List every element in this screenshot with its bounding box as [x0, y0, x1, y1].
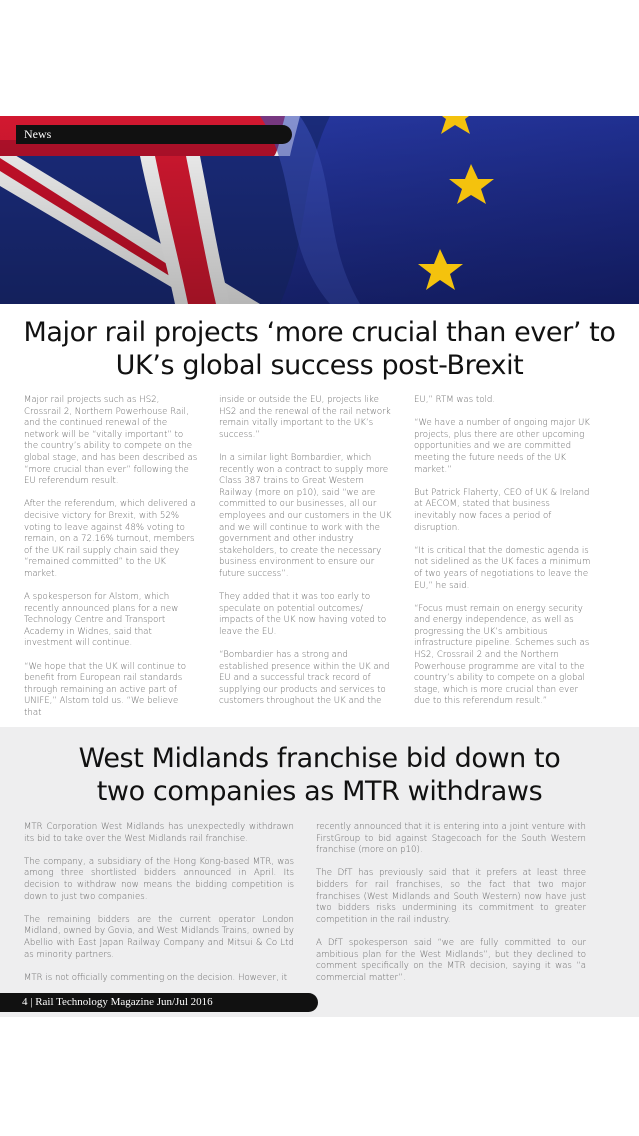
paragraph: MTR Corporation West Midlands has unexpectedly withdrawn its bid to take over the West Midlands rail franchise.: [24, 822, 294, 844]
hero-flag-image: [0, 116, 639, 304]
article2-column-2: [316, 822, 586, 996]
paragraph: In a similar light Bombardier, which recently won a contract to supply more Class 387 trains to Great Western Railway (more on p10), said “we are committed to our businesses, all our employees and our customers in the UK and we will continue to work with the government and other industry stakeholders, to create the necessary business environment to ensure our future success”.: [219, 452, 392, 579]
section-tag-news: News: [16, 125, 292, 144]
page-footer: 4 | Rail Technology Magazine Jun/Jul 2016: [0, 993, 318, 1012]
article1-column-3: [414, 395, 591, 720]
paragraph: They added that it was too early to speculate on potential outcomes/ impacts of the UK now having voted to leave the EU.: [219, 592, 387, 637]
paragraph: “We have a number of ongoing major UK projects, plus there are other upcoming opportunities and we are committed meeting the future needs of the UK market.”: [414, 418, 590, 475]
uk-eu-flag-illustration: [0, 116, 639, 304]
headline-line: West Midlands franchise bid down to: [78, 743, 561, 774]
paragraph: A spokesperson for Alstom, which recently announced plans for a new Technology Centre and Transport Academy in Widnes, said that investment will continue.: [24, 592, 179, 649]
article-headline-mtr: [0, 742, 639, 808]
paragraph: “Focus must remain on energy security and energy independence, as well as progressing the UK’s ambitious infrastructure pipeline. Schemes such as HS2, Crossrail 2 and the Northern Powerhouse programme are vital to the country’s ability to compete on a global stage, which is more crucial than ever due to this referendum result.”: [414, 603, 590, 707]
paragraph: MTR is not officially commenting on the decision. However, it: [24, 972, 288, 983]
paragraph: EU,” RTM was told.: [414, 395, 496, 405]
paragraph: recently announced that it is entering into a joint venture with FirstGroup to bid against Stagecoach for the South Western franchise (more on p10).: [316, 822, 586, 856]
paragraph: A DfT spokesperson said “we are fully committed to our ambitious plan for the West Midlands”, but they declined to comment specifically on the MTR decision, saying it was “a commercial matter”.: [316, 937, 586, 983]
headline-line: two companies as MTR withdraws: [96, 776, 543, 807]
headline-line: UK’s global success post-Brexit: [115, 350, 524, 381]
paragraph: “It is critical that the domestic agenda is not sidelined as the UK faces a minimum of two years of negotiations to leave the EU,” he said.: [414, 545, 591, 591]
paragraph: “Bombardier has a strong and established presence within the UK and EU and a successful track record of supplying our products and services to customers throughout the UK and the: [219, 650, 390, 707]
paragraph: The DfT has previously said that it prefers at least three bidders for rail franchises, so the fact that two major franchises (West Midlands and South Western) now have just two bidders risks undermining its commitment to greater competition in the rail industry.: [316, 868, 586, 925]
paragraph: Major rail projects such as HS2, Crossrail 2, Northern Powerhouse Rail, and the continued renewal of the network will be “vitally important” to the country’s ability to compete on the global stage, and has been described as “more crucial than ever” following the EU referendum result.: [24, 395, 198, 487]
paragraph: The company, a subsidiary of the Hong Kong-based MTR, was among three shortlisted bidders announced in April. Its decision to withdraw now means the bidding competition is down to just two companies.: [24, 856, 294, 902]
article2-column-1: [24, 822, 294, 996]
paragraph: The remaining bidders are the current operator London Midland, owned by Govia, and West Midlands Trains, owned by Abellio with East Japan Railway Company and Mitsui & Co Ltd as minority partners.: [24, 914, 294, 960]
paragraph: But Patrick Flaherty, CEO of UK & Ireland at AECOM, stated that business inevitably now faces a period of disruption.: [414, 487, 590, 533]
article1-column-2: [219, 395, 394, 720]
paragraph: inside or outside the EU, projects like HS2 and the renewal of the rail network remain vitally important to the UK’s success.”: [219, 395, 391, 440]
paragraph: “We hope that the UK will continue to benefit from European rail standards through remaining an active part of UNIFE,” Alstom told us. “We believe that: [24, 661, 186, 719]
article1-column-1: [24, 395, 198, 731]
paragraph: After the referendum, which delivered a decisive victory for Brexit, with 52% voting to leave against 48% voting to remain, on a 72.16% turnout, members of the UK rail supply chain said they “remained committed” to the UK market.: [24, 499, 196, 579]
headline-line: Major rail projects ‘more crucial than ever’ to: [23, 317, 616, 348]
article-headline-brexit: [0, 316, 639, 382]
